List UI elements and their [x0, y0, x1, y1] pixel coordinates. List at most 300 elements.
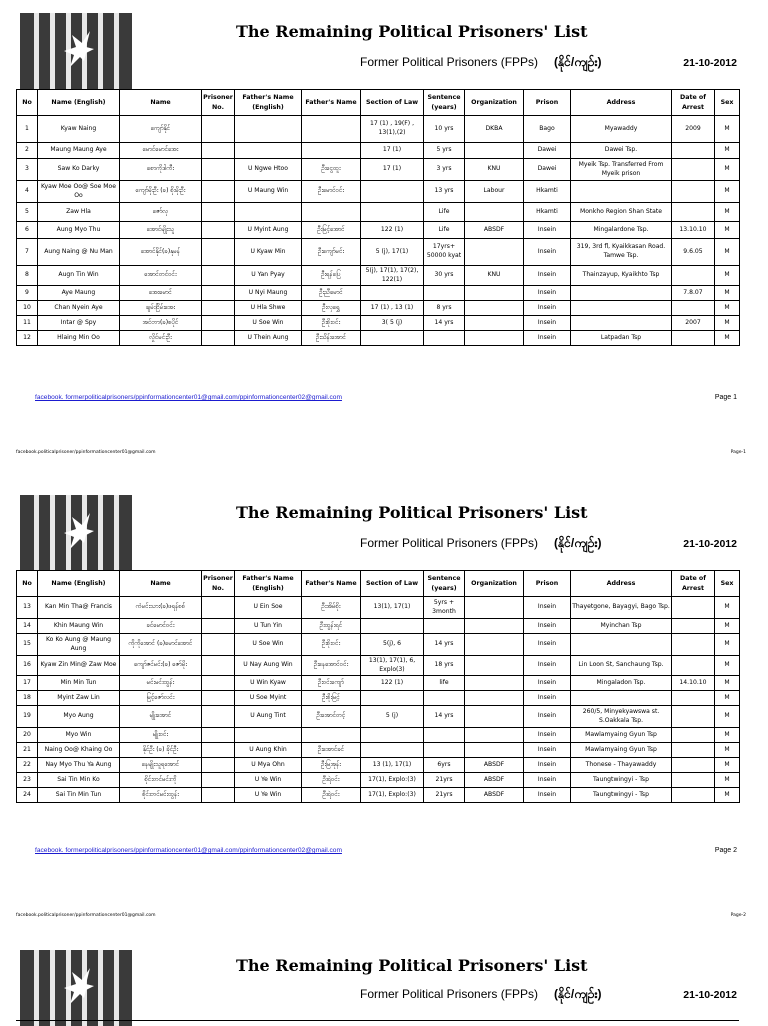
table-cell: Thayetgone, Bayagyi, Bago Tsp.: [571, 597, 672, 619]
table-cell: နိုင်ဦး (ခ) ခိုင်ဦး: [120, 743, 202, 758]
table-row: [17, 656, 740, 676]
column-header: Name: [120, 571, 202, 597]
table-cell: [672, 656, 715, 676]
table-cell: M: [715, 728, 740, 743]
table-cell: 5 (j), 17(1): [361, 239, 424, 266]
table-cell: [424, 743, 465, 758]
table-cell: U Yan Pyay: [235, 266, 302, 286]
table-cell: Augn Tin Win: [38, 266, 120, 286]
table-row: [17, 143, 740, 159]
table-cell: ABSDF: [465, 222, 524, 239]
table-cell: [202, 788, 235, 803]
table-cell: Saw Ko Darky: [38, 159, 120, 181]
table-cell: M: [715, 286, 740, 301]
table-cell: ခင်မောင်ဝင်း: [120, 619, 202, 634]
table-cell: [672, 758, 715, 773]
table-cell: [202, 728, 235, 743]
table-row: [17, 597, 740, 619]
table-cell: မျိုးအောင်: [120, 706, 202, 728]
table-row: [17, 316, 740, 331]
table-cell: 17 (1): [361, 159, 424, 181]
table-cell: Myinchan Tsp: [571, 619, 672, 634]
logo-prison-bars-dove: [20, 495, 132, 571]
table-cell: 2: [17, 143, 38, 159]
table-cell: Insein: [524, 619, 571, 634]
table-cell: Labour: [465, 181, 524, 203]
table-cell: [424, 286, 465, 301]
table-cell: Aung Naing @ Nu Man: [38, 239, 120, 266]
logo-prison-bars-dove: [20, 13, 132, 89]
table-cell: ဦးသိန်းအောင်: [302, 331, 361, 346]
table-cell: ကျော်နိုင်: [120, 116, 202, 143]
table-cell: Taungtwingyi - Tsp: [571, 788, 672, 803]
table-cell: ABSDF: [465, 788, 524, 803]
table-cell: ချမ်းငြိမ်းအေး: [120, 301, 202, 316]
table-cell: 14: [17, 619, 38, 634]
table-cell: Life: [424, 203, 465, 222]
table-cell: 16: [17, 656, 38, 676]
table-cell: [465, 331, 524, 346]
table-cell: Zaw Hla: [38, 203, 120, 222]
table-cell: Mawlamyaing Gyun Tsp: [571, 728, 672, 743]
table-cell: 13 yrs: [424, 181, 465, 203]
page-title: The Remaining Political Prisoners' List: [236, 503, 588, 522]
table-cell: [202, 758, 235, 773]
table-cell: U Ye Win: [235, 773, 302, 788]
table-cell: [672, 597, 715, 619]
document-page-1: [0, 0, 768, 470]
table-cell: ဦးငွေထူး: [302, 159, 361, 181]
table-row: [17, 691, 740, 706]
table-cell: 260/5, Minyekyawswa st. S.Oakkala Tsp.: [571, 706, 672, 728]
column-header: Father's Name: [302, 90, 361, 116]
table-cell: U Soe Win: [235, 316, 302, 331]
dove-icon: [60, 511, 96, 551]
page-number: Page 1: [714, 394, 737, 401]
table-cell: Sai Tin Min Tun: [38, 788, 120, 803]
table-header-row: [17, 571, 740, 597]
table-cell: [202, 743, 235, 758]
table-cell: Insein: [524, 331, 571, 346]
table-cell: Khin Maung Win: [38, 619, 120, 634]
table-cell: 13 (1), 17(1): [361, 758, 424, 773]
table-cell: ကံမင်းသား(ခ)ဖရန်စစ်: [120, 597, 202, 619]
table-row: [17, 239, 740, 266]
table-cell: [571, 286, 672, 301]
table-cell: 24: [17, 788, 38, 803]
table-cell: U Soe Myint: [235, 691, 302, 706]
table-cell: 17 (1) , 19(F) , 13(1),(2): [361, 116, 424, 143]
table-cell: စိုင်းတင်မင်းထွန်း: [120, 788, 202, 803]
table-cell: life: [424, 676, 465, 691]
table-cell: [302, 116, 361, 143]
footer-page: Page-1: [730, 450, 746, 455]
table-cell: ကျော်ဇင်မင်း(ခ) ဇော်မိုး: [120, 656, 202, 676]
table-cell: M: [715, 203, 740, 222]
table-cell: U Nay Aung Win: [235, 656, 302, 676]
table-cell: [465, 301, 524, 316]
table-cell: 14 yrs: [424, 316, 465, 331]
table-cell: Aye Maung: [38, 286, 120, 301]
column-header: Name (English): [38, 90, 120, 116]
table-cell: 17(1), Explo:(3): [361, 773, 424, 788]
table-row: [17, 634, 740, 656]
subtitle-en: Former Political Prisoners (FPPs): [360, 536, 539, 550]
subtitle-mm: (နိုင်/ကျဉ်း): [554, 55, 602, 69]
table-cell: [672, 181, 715, 203]
table-cell: ဦးစိုးဝင်း: [302, 316, 361, 331]
table-cell: [202, 597, 235, 619]
table-cell: U Kyaw Min: [235, 239, 302, 266]
column-header: Name (English): [38, 571, 120, 597]
subtitle-mm: (နိုင်/ကျဉ်း): [554, 536, 602, 550]
table-cell: Insein: [524, 656, 571, 676]
table-cell: U Maung Win: [235, 181, 302, 203]
table-cell: U Aung Khin: [235, 743, 302, 758]
table-row: [17, 181, 740, 203]
table-cell: 15: [17, 634, 38, 656]
table-cell: M: [715, 222, 740, 239]
table-cell: မောင်မောင်အေး: [120, 143, 202, 159]
table-cell: U Ngwe Htoo: [235, 159, 302, 181]
table-cell: Insein: [524, 788, 571, 803]
table-cell: Sai Tin Min Ko: [38, 773, 120, 788]
table-cell: [571, 181, 672, 203]
document-page-2: [0, 480, 768, 950]
table-cell: Mingaladon Tsp.: [571, 676, 672, 691]
table-cell: [235, 116, 302, 143]
table-cell: [361, 619, 424, 634]
table-cell: 5 (j): [361, 706, 424, 728]
table-cell: 3: [17, 159, 38, 181]
table-cell: M: [715, 773, 740, 788]
table-cell: 5(j), 17(1), 17(2), 122(1): [361, 266, 424, 286]
prisoner-table: [16, 570, 740, 803]
table-cell: 21yrs: [424, 788, 465, 803]
table-cell: [302, 143, 361, 159]
table-top-border: [16, 1020, 739, 1025]
table-cell: Hlaing Min Oo: [38, 331, 120, 346]
table-cell: 18 yrs: [424, 656, 465, 676]
table-cell: 7: [17, 239, 38, 266]
table-cell: [361, 203, 424, 222]
table-cell: [465, 286, 524, 301]
table-cell: 17: [17, 676, 38, 691]
table-cell: [361, 331, 424, 346]
table-cell: Kyaw Naing: [38, 116, 120, 143]
table-cell: 21: [17, 743, 38, 758]
table-cell: 23: [17, 773, 38, 788]
document-page-3: [0, 938, 768, 1024]
table-cell: [672, 266, 715, 286]
table-cell: [672, 301, 715, 316]
table-cell: [465, 656, 524, 676]
table-cell: Taungtwingyi - Tsp: [571, 773, 672, 788]
column-header: Father's Name (English): [235, 90, 302, 116]
table-cell: U Soe Win: [235, 634, 302, 656]
table-cell: M: [715, 301, 740, 316]
table-cell: Dawei: [524, 143, 571, 159]
table-cell: [465, 316, 524, 331]
column-header: Sentence (years): [424, 571, 465, 597]
table-cell: 6: [17, 222, 38, 239]
table-cell: [202, 634, 235, 656]
table-cell: Myo Win: [38, 728, 120, 743]
table-cell: M: [715, 788, 740, 803]
table-cell: ဦးရဲဝင်း: [302, 788, 361, 803]
table-cell: ဦးရဲဝင်း: [302, 773, 361, 788]
table-cell: DKBA: [465, 116, 524, 143]
table-cell: အင်တာ(ခ)စပိုင်: [120, 316, 202, 331]
column-header: No: [17, 571, 38, 597]
table-cell: [202, 286, 235, 301]
table-cell: မြင့်ဇော်လင်း: [120, 691, 202, 706]
table-cell: [235, 143, 302, 159]
table-cell: M: [715, 181, 740, 203]
table-cell: M: [715, 116, 740, 143]
table-cell: M: [715, 597, 740, 619]
table-cell: [202, 656, 235, 676]
table-cell: ကျော်မိုးဦး (ခ) စိုးမိုးဦး: [120, 181, 202, 203]
column-header: Prison: [524, 90, 571, 116]
table-row: [17, 266, 740, 286]
table-cell: U Tun Yin: [235, 619, 302, 634]
table-cell: [202, 222, 235, 239]
table-row: [17, 743, 740, 758]
table-cell: [571, 301, 672, 316]
column-header: Sentence (years): [424, 90, 465, 116]
table-cell: နေမျိုးသူရအောင်: [120, 758, 202, 773]
table-cell: 14 yrs: [424, 706, 465, 728]
table-cell: ဦးဝင်းကျော်: [302, 676, 361, 691]
table-header-row: [17, 90, 740, 116]
logo-prison-bars-dove: [20, 950, 132, 1026]
column-header: Date of Arrest: [672, 571, 715, 597]
table-cell: U Myint Aung: [235, 222, 302, 239]
column-header: Organization: [465, 571, 524, 597]
page-number: Page 2: [714, 847, 737, 854]
table-cell: [465, 676, 524, 691]
table-cell: Myeik Tsp. Transferred From Myeik prison: [571, 159, 672, 181]
table-cell: Naing Oo@ Khaing Oo: [38, 743, 120, 758]
column-header: Section of Law: [361, 90, 424, 116]
table-row: [17, 788, 740, 803]
table-cell: မျိုးဝင်း: [120, 728, 202, 743]
table-cell: Insein: [524, 239, 571, 266]
table-row: [17, 706, 740, 728]
table-row: [17, 222, 740, 239]
table-cell: [202, 143, 235, 159]
table-cell: [361, 286, 424, 301]
table-cell: ဦးရန်ပြေ: [302, 266, 361, 286]
table-cell: KNU: [465, 266, 524, 286]
column-header: Prisoner No.: [202, 90, 235, 116]
table-cell: ကိုကိုအောင် (ခ)မောင်အောင်: [120, 634, 202, 656]
table-cell: Aung Myo Thu: [38, 222, 120, 239]
table-cell: [465, 706, 524, 728]
table-cell: M: [715, 691, 740, 706]
table-cell: 3( 5 (j): [361, 316, 424, 331]
table-cell: Thonese - Thayawaddy: [571, 758, 672, 773]
dove-icon: [60, 29, 96, 69]
table-cell: 21yrs: [424, 773, 465, 788]
table-cell: Myo Aung: [38, 706, 120, 728]
table-cell: [672, 331, 715, 346]
prisoner-table: [16, 89, 740, 346]
table-cell: Nay Myo Thu Ya Aung: [38, 758, 120, 773]
table-cell: [672, 619, 715, 634]
table-cell: 30 yrs: [424, 266, 465, 286]
table-cell: M: [715, 743, 740, 758]
table-cell: အေးမောင်: [120, 286, 202, 301]
table-row: [17, 773, 740, 788]
table-row: [17, 728, 740, 743]
table-cell: Insein: [524, 728, 571, 743]
table-cell: 17yrs+ 50000 kyat: [424, 239, 465, 266]
table-cell: M: [715, 331, 740, 346]
table-cell: M: [715, 676, 740, 691]
table-cell: [465, 597, 524, 619]
contact-link[interactable]: facebook. formerpoliticalprisoners/ppinformationcenter01@gmail.com/ppinformationcenter02@gmail.com: [35, 394, 342, 401]
table-cell: Insein: [524, 743, 571, 758]
list-date: 21-10-2012: [683, 538, 737, 550]
table-cell: M: [715, 266, 740, 286]
table-cell: ဦးမြအုန်း: [302, 758, 361, 773]
page-title: The Remaining Political Prisoners' List: [236, 22, 588, 41]
table-row: [17, 286, 740, 301]
table-cell: ဦးထွန်းရင်: [302, 619, 361, 634]
column-header: Sex: [715, 571, 740, 597]
table-cell: [302, 203, 361, 222]
column-header: Organization: [465, 90, 524, 116]
table-cell: ဦးအောင်တင့်: [302, 706, 361, 728]
table-cell: Latpadan Tsp: [571, 331, 672, 346]
table-cell: [202, 116, 235, 143]
column-header: Father's Name: [302, 571, 361, 597]
dove-icon: [60, 966, 96, 1006]
table-cell: U Ye Win: [235, 788, 302, 803]
table-row: [17, 203, 740, 222]
table-cell: [302, 728, 361, 743]
column-header: Address: [571, 571, 672, 597]
table-cell: 13: [17, 597, 38, 619]
table-cell: 10 yrs: [424, 116, 465, 143]
table-cell: Maung Maung Aye: [38, 143, 120, 159]
table-cell: Mingalardone Tsp.: [571, 222, 672, 239]
table-cell: Monkho Region Shan State: [571, 203, 672, 222]
column-header: Name: [120, 90, 202, 116]
table-cell: Kyaw Zin Min@ Zaw Moe: [38, 656, 120, 676]
table-cell: 122 (1): [361, 222, 424, 239]
table-cell: Insein: [524, 706, 571, 728]
contact-link[interactable]: facebook. formerpoliticalprisoners/ppinformationcenter01@gmail.com/ppinformationcenter02@gmail.com: [35, 847, 342, 854]
table-cell: Lin Loon St, Sanchaung Tsp.: [571, 656, 672, 676]
table-cell: M: [715, 159, 740, 181]
table-cell: Insein: [524, 691, 571, 706]
table-cell: U Mya Ohn: [235, 758, 302, 773]
table-cell: U Aung Tint: [235, 706, 302, 728]
table-cell: 5(j), 6: [361, 634, 424, 656]
table-cell: 9.6.05: [672, 239, 715, 266]
footer-email: facebook.politicalprisoner/ppinformationcenter01@gmail.com: [16, 450, 156, 455]
table-cell: အောင်မျိုးသူ: [120, 222, 202, 239]
table-cell: 7.8.07: [672, 286, 715, 301]
table-cell: 20: [17, 728, 38, 743]
table-cell: [465, 691, 524, 706]
table-cell: [235, 728, 302, 743]
table-cell: Mawlamyaing Gyun Tsp: [571, 743, 672, 758]
table-cell: [672, 143, 715, 159]
table-cell: ဦးလှရွှေ: [302, 301, 361, 316]
table-cell: စိုင်းတင်မင်းကို: [120, 773, 202, 788]
table-cell: ABSDF: [465, 773, 524, 788]
table-cell: အောင်နိုင်(ခ)နုမန်: [120, 239, 202, 266]
table-cell: [465, 728, 524, 743]
table-cell: M: [715, 619, 740, 634]
table-cell: M: [715, 706, 740, 728]
column-header: Section of Law: [361, 571, 424, 597]
table-cell: 4: [17, 181, 38, 203]
table-cell: ဦးစိုးဝင်း: [302, 634, 361, 656]
table-cell: Hkamti: [524, 181, 571, 203]
table-cell: Life: [424, 222, 465, 239]
table-cell: 122 (1): [361, 676, 424, 691]
table-cell: လှိုင်မင်းဦး: [120, 331, 202, 346]
table-cell: U Thein Aung: [235, 331, 302, 346]
table-cell: [672, 634, 715, 656]
table-cell: U Nyi Maung: [235, 286, 302, 301]
table-cell: 2007: [672, 316, 715, 331]
table-cell: [202, 773, 235, 788]
table-cell: ဦးကျော်မင်း: [302, 239, 361, 266]
table-cell: 6yrs: [424, 758, 465, 773]
table-cell: M: [715, 634, 740, 656]
table-cell: Kyaw Moe Oo@ Soe Moe Oo: [38, 181, 120, 203]
table-cell: [465, 743, 524, 758]
list-date: 21-10-2012: [683, 57, 737, 69]
table-cell: [424, 691, 465, 706]
column-header: Prison: [524, 571, 571, 597]
table-cell: Insein: [524, 316, 571, 331]
table-cell: [672, 788, 715, 803]
table-cell: Insein: [524, 597, 571, 619]
table-row: [17, 331, 740, 346]
table-cell: 17 (1) , 13 (1): [361, 301, 424, 316]
table-cell: 11: [17, 316, 38, 331]
table-cell: 17 (1): [361, 143, 424, 159]
table-cell: Dawei: [524, 159, 571, 181]
table-cell: [202, 159, 235, 181]
table-cell: M: [715, 758, 740, 773]
column-header: No: [17, 90, 38, 116]
subtitle-en: Former Political Prisoners (FPPs): [360, 987, 539, 1001]
column-header: Date of Arrest: [672, 90, 715, 116]
table-cell: ဦးစိုးမြင့်: [302, 691, 361, 706]
table-cell: Kan Min Tha@ Francis: [38, 597, 120, 619]
table-cell: ဦးညီမောင်: [302, 286, 361, 301]
table-cell: [465, 619, 524, 634]
table-cell: U Win Kyaw: [235, 676, 302, 691]
table-cell: [672, 203, 715, 222]
table-cell: [202, 316, 235, 331]
table-cell: Insein: [524, 301, 571, 316]
table-cell: 12: [17, 331, 38, 346]
table-cell: ဦးနေအောင်ဝင်း: [302, 656, 361, 676]
subtitle-en: Former Political Prisoners (FPPs): [360, 55, 539, 69]
table-cell: 3 yrs: [424, 159, 465, 181]
table-cell: Insein: [524, 286, 571, 301]
column-header: Address: [571, 90, 672, 116]
